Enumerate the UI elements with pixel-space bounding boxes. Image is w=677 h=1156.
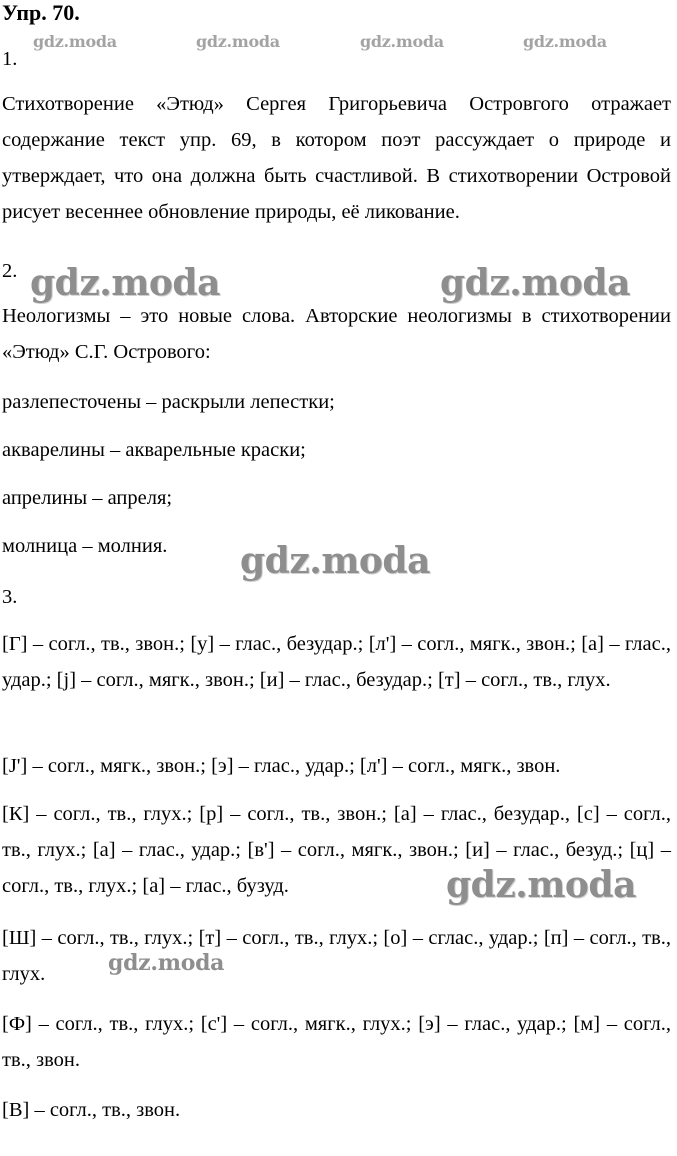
- watermark: gdz.moda: [240, 540, 430, 582]
- paragraph: Неологизмы – это новые слова. Авторские неологизмы в стихотворении «Этюд» С.Г. Острового:: [2, 305, 671, 363]
- phonetic-entry: [Г] – согл., тв., звон.; [у] – глас., безудар.; [л'] – согл., мягк., звон.; [а] – глас., удар.; [j] – согл., мягк., звон.; [и] – глас., безудар.; [т] – согл., тв., глух.: [2, 633, 671, 691]
- phonetic-entry: [J'] – согл., мягк., звон.; [э] – глас., удар.; [л'] – согл., мягк., звон.: [2, 755, 561, 777]
- watermark: gdz.moda: [196, 32, 280, 51]
- section-number: 1.: [2, 48, 18, 70]
- watermark: gdz.moda: [360, 32, 444, 51]
- watermark: gdz.moda: [33, 32, 117, 51]
- list-item: апрелины – апреля;: [2, 487, 173, 509]
- watermark: gdz.moda: [440, 262, 630, 304]
- paragraph: Стихотворение «Этюд» Сергея Григорьевича Островгого отражает содержание текст упр. 69, в котором поэт рассуждает о природе и утверждает, что она должна быть счастливой. В стихотворении Островой рисует весеннее обновление природы, её ликование.: [2, 93, 671, 223]
- watermark: gdz.moda: [446, 864, 636, 906]
- phonetic-entry: [В] – согл., тв., звон.: [2, 1099, 181, 1121]
- watermark: gdz.moda: [108, 950, 225, 976]
- watermark: gdz.moda: [30, 262, 220, 304]
- section-number: 3.: [2, 586, 18, 608]
- list-item: молница – молния.: [2, 535, 168, 557]
- section-number: 2.: [2, 260, 18, 282]
- phonetic-entry: [Ф] – согл., тв., глух.; [с'] – согл., мягк., глух.; [э] – глас., удар.; [м] – согл., тв., звон.: [2, 1013, 671, 1071]
- watermark: gdz.moda: [523, 32, 607, 51]
- list-item: акварелины – акварельные краски;: [2, 439, 306, 461]
- list-item: разлепесточены – раскрыли лепестки;: [2, 391, 335, 413]
- phonetic-entry: [К] – согл., тв., глух.; [р] – согл., тв., звон.; [а] – глас., безудар., [с] – согл., тв., глух.; [а] – глас., удар.; [в'] – согл., мягк., звон.; [и] – глас., безуд.; [ц] – согл., тв., глух.; [а] – глас., бузуд.: [2, 803, 671, 897]
- exercise-heading: Упр. 70.: [2, 0, 80, 25]
- phonetic-entry: [Ш] – согл., тв., глух.; [т] – согл., тв., глух.; [о] – сглас., удар.; [п] – согл., тв., глух.: [2, 927, 671, 985]
